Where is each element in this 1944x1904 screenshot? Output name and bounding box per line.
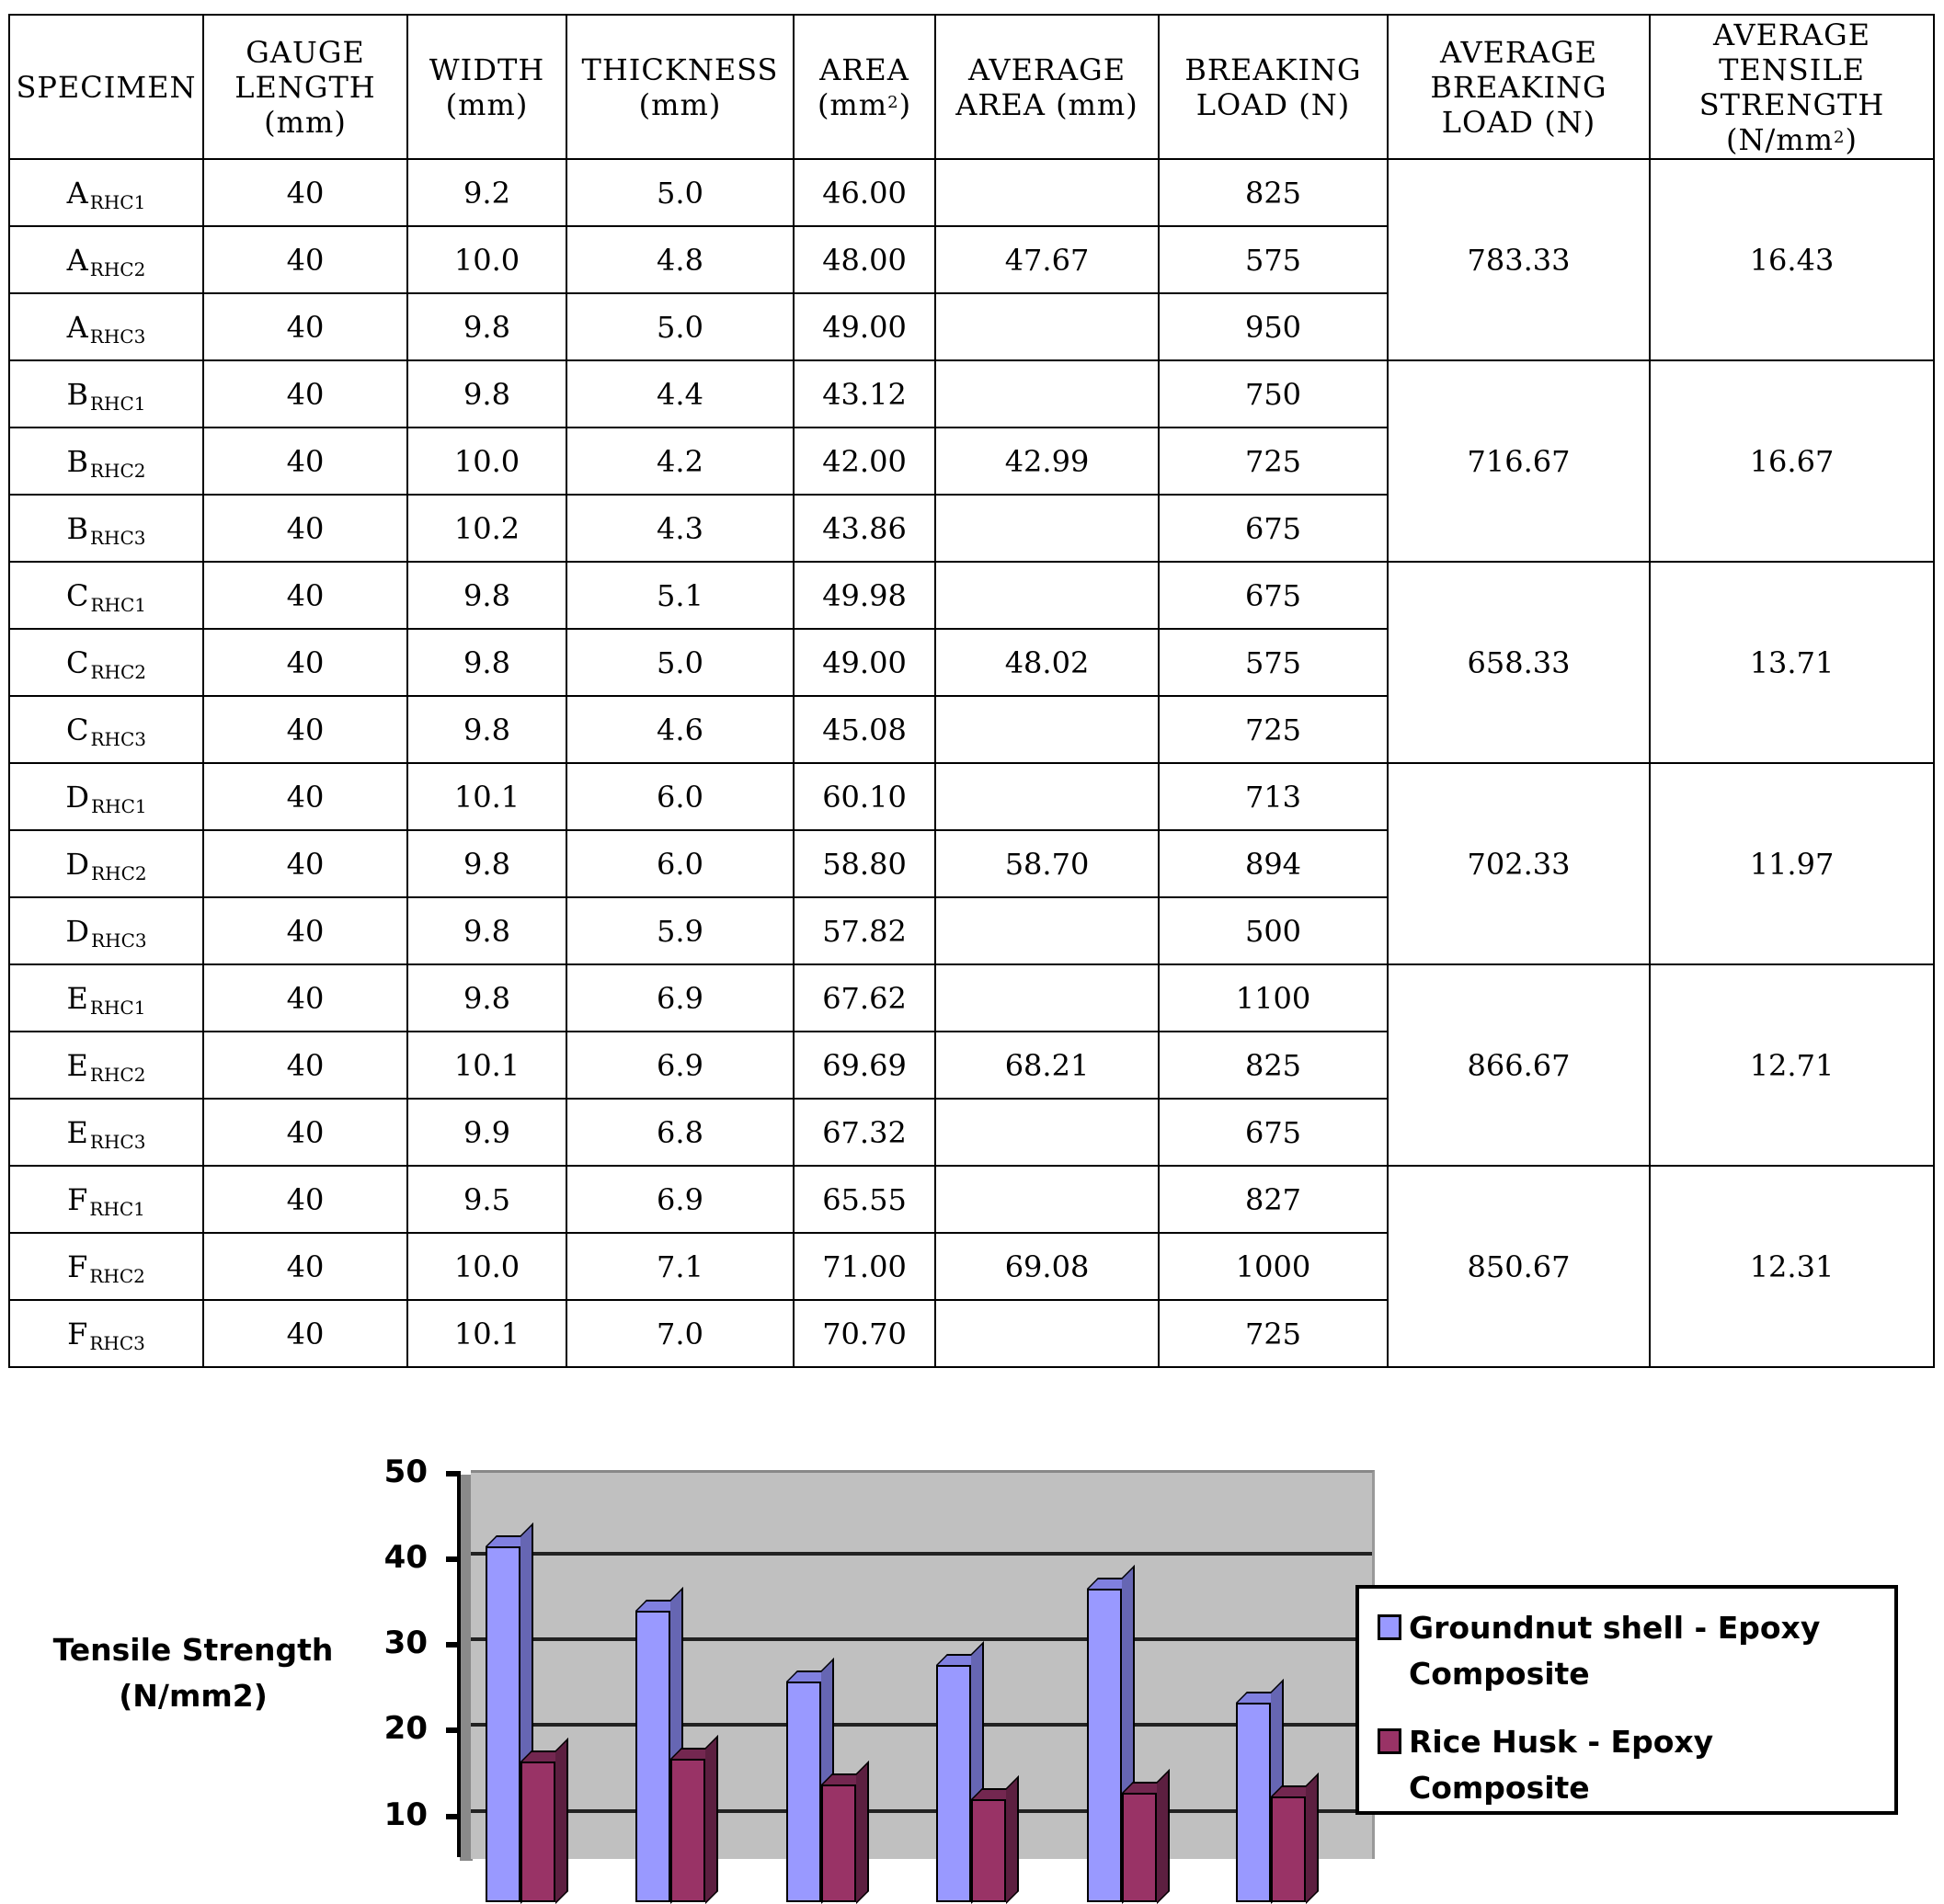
legend-label-line-2: Composite — [1409, 1656, 1590, 1692]
legend-label-line-1: Groundnut shell - Epoxy — [1409, 1610, 1821, 1646]
average-tensile-strength-cell: 12.31 — [1650, 1166, 1934, 1367]
width-cell: 9.2 — [407, 159, 566, 226]
breaking-load-cell: 575 — [1159, 629, 1388, 696]
bar-side-face — [856, 1761, 869, 1904]
specimen-cell — [9, 562, 203, 629]
width-cell: 9.8 — [407, 293, 566, 360]
breaking-load-cell: 1000 — [1159, 1233, 1388, 1300]
header-suffix: ) — [1845, 121, 1858, 157]
specimen-cell — [9, 1032, 203, 1099]
area-cell: 46.00 — [794, 159, 935, 226]
width-cell: 9.5 — [407, 1166, 566, 1233]
average-area-cell: 42.99 — [935, 428, 1159, 495]
breaking-load-cell: 827 — [1159, 1166, 1388, 1233]
gauge-length-cell: 40 — [203, 964, 407, 1032]
width-cell: 9.8 — [407, 629, 566, 696]
area-cell: 43.86 — [794, 495, 935, 562]
average-breaking-load-cell: 850.67 — [1388, 1166, 1650, 1367]
thickness-cell: 6.0 — [566, 763, 794, 830]
specimen-subscript: RHC1 — [89, 392, 146, 415]
specimen-letter: B — [66, 376, 88, 412]
width-cell: 9.8 — [407, 360, 566, 428]
width-cell: 9.9 — [407, 1099, 566, 1166]
y-axis-label-line-2: (N/mm2) — [119, 1678, 268, 1714]
area-cell: 69.69 — [794, 1032, 935, 1099]
header-text: (mm) — [445, 86, 529, 122]
area-cell: 42.00 — [794, 428, 935, 495]
thickness-cell: 5.0 — [566, 629, 794, 696]
specimen-subscript: RHC2 — [91, 861, 147, 884]
thickness-cell: 5.0 — [566, 159, 794, 226]
average-area-cell — [935, 1099, 1159, 1166]
column-header — [9, 15, 203, 159]
area-cell: 71.00 — [794, 1233, 935, 1300]
specimen-cell — [9, 964, 203, 1032]
table-row — [9, 1166, 1934, 1233]
y-tick-label: 40 — [383, 1538, 428, 1576]
specimen-letter: C — [65, 644, 89, 680]
specimen-cell — [9, 1300, 203, 1367]
width-cell: 9.8 — [407, 696, 566, 763]
breaking-load-cell: 725 — [1159, 1300, 1388, 1367]
thickness-cell: 4.2 — [566, 428, 794, 495]
header-text: AREA — [819, 51, 909, 87]
gauge-length-cell: 40 — [203, 1233, 407, 1300]
column-header — [566, 15, 794, 159]
average-breaking-load-cell: 716.67 — [1388, 360, 1650, 562]
specimen-letter: A — [66, 175, 88, 211]
y-tick-mark — [446, 1814, 459, 1819]
header-text: AVERAGE — [967, 51, 1126, 87]
specimen-letter: D — [65, 779, 90, 815]
area-cell: 45.08 — [794, 696, 935, 763]
bar-rice-husk — [670, 1759, 705, 1902]
average-area-cell — [935, 964, 1159, 1032]
area-cell: 67.62 — [794, 964, 935, 1032]
specimen-subscript: RHC1 — [89, 1197, 145, 1220]
y-tick-mark — [446, 1471, 459, 1476]
header-text: SPECIMEN — [16, 69, 197, 105]
specimen-subscript: RHC2 — [90, 660, 146, 683]
gridline — [471, 1637, 1372, 1641]
area-cell: 57.82 — [794, 897, 935, 964]
y-tick-mark — [446, 1556, 459, 1562]
breaking-load-cell: 675 — [1159, 495, 1388, 562]
specimen-letter: B — [66, 443, 88, 479]
area-cell: 70.70 — [794, 1300, 935, 1367]
breaking-load-cell: 713 — [1159, 763, 1388, 830]
average-area-cell: 48.02 — [935, 629, 1159, 696]
y-tick-mark — [446, 1642, 459, 1647]
average-area-cell — [935, 562, 1159, 629]
average-tensile-strength-cell: 13.71 — [1650, 562, 1934, 763]
specimen-subscript: RHC1 — [89, 190, 146, 213]
breaking-load-cell: 825 — [1159, 1032, 1388, 1099]
header-text: STRENGTH — [1698, 86, 1885, 122]
specimen-letter: C — [65, 712, 89, 747]
specimen-letter: F — [67, 1181, 88, 1217]
column-header — [1159, 15, 1388, 159]
area-cell: 43.12 — [794, 360, 935, 428]
header-superscript: 2 — [1834, 127, 1846, 147]
specimen-letter: D — [65, 913, 90, 949]
specimen-letter: E — [66, 1114, 88, 1150]
table-row — [9, 964, 1934, 1032]
specimen-subscript: RHC3 — [91, 929, 147, 952]
column-header — [794, 15, 935, 159]
gauge-length-cell: 40 — [203, 360, 407, 428]
specimen-cell — [9, 495, 203, 562]
specimen-cell — [9, 226, 203, 293]
thickness-cell: 7.1 — [566, 1233, 794, 1300]
area-cell: 67.32 — [794, 1099, 935, 1166]
gauge-length-cell: 40 — [203, 226, 407, 293]
gauge-length-cell: 40 — [203, 897, 407, 964]
tensile-strength-chart — [0, 1379, 1944, 1850]
area-cell: 48.00 — [794, 226, 935, 293]
bar-rice-husk — [520, 1761, 555, 1902]
thickness-cell: 5.9 — [566, 897, 794, 964]
area-cell: 49.00 — [794, 629, 935, 696]
y-axis-label-line-1: Tensile Strength — [52, 1632, 334, 1668]
y-tick-label: 20 — [383, 1710, 428, 1748]
average-breaking-load-cell: 658.33 — [1388, 562, 1650, 763]
thickness-cell: 4.6 — [566, 696, 794, 763]
area-cell: 49.00 — [794, 293, 935, 360]
bar-groundnut — [936, 1665, 971, 1902]
header-text: AVERAGE — [1712, 17, 1871, 52]
specimen-subscript: RHC3 — [89, 526, 146, 549]
bar-side-face — [1157, 1769, 1170, 1904]
breaking-load-cell: 950 — [1159, 293, 1388, 360]
specimen-subscript: RHC3 — [90, 727, 146, 750]
table-header-row — [9, 15, 1934, 159]
thickness-cell: 6.8 — [566, 1099, 794, 1166]
area-cell: 58.80 — [794, 830, 935, 897]
column-header — [407, 15, 566, 159]
bar-side-face — [555, 1738, 568, 1904]
thickness-cell: 6.9 — [566, 1032, 794, 1099]
header-text: LENGTH — [234, 69, 376, 105]
gauge-length-cell: 40 — [203, 696, 407, 763]
bar-groundnut — [1087, 1589, 1122, 1902]
width-cell: 10.1 — [407, 1300, 566, 1367]
gauge-length-cell: 40 — [203, 763, 407, 830]
gauge-length-cell: 40 — [203, 159, 407, 226]
width-cell: 9.8 — [407, 964, 566, 1032]
specimen-subscript: RHC3 — [89, 325, 146, 348]
breaking-load-cell: 725 — [1159, 428, 1388, 495]
specimen-letter: A — [66, 309, 88, 345]
breaking-load-cell: 575 — [1159, 226, 1388, 293]
thickness-cell: 5.0 — [566, 293, 794, 360]
specimen-cell — [9, 1166, 203, 1233]
specimen-subscript: RHC2 — [89, 459, 146, 482]
specimen-subscript: RHC3 — [89, 1331, 145, 1354]
header-suffix: ) — [898, 86, 912, 122]
breaking-load-cell: 894 — [1159, 830, 1388, 897]
specimen-subscript: RHC1 — [90, 593, 146, 616]
area-cell: 49.98 — [794, 562, 935, 629]
area-cell: 60.10 — [794, 763, 935, 830]
gauge-length-cell: 40 — [203, 495, 407, 562]
thickness-cell: 7.0 — [566, 1300, 794, 1367]
thickness-cell: 6.0 — [566, 830, 794, 897]
legend-swatch-blue-icon — [1378, 1614, 1401, 1640]
bar-side-face — [705, 1735, 718, 1904]
header-text: BREAKING — [1184, 51, 1362, 87]
thickness-cell: 4.3 — [566, 495, 794, 562]
average-area-cell: 68.21 — [935, 1032, 1159, 1099]
table-row — [9, 159, 1934, 226]
header-text: BREAKING — [1430, 69, 1607, 105]
bar-rice-husk — [971, 1799, 1006, 1902]
average-area-cell: 69.08 — [935, 1233, 1159, 1300]
gauge-length-cell: 40 — [203, 1099, 407, 1166]
gauge-length-cell: 40 — [203, 830, 407, 897]
y-tick-label: 30 — [383, 1625, 428, 1662]
breaking-load-cell: 675 — [1159, 562, 1388, 629]
specimen-letter: C — [65, 577, 89, 613]
average-breaking-load-cell: 783.33 — [1388, 159, 1650, 360]
thickness-cell: 6.9 — [566, 1166, 794, 1233]
bar-groundnut — [786, 1682, 821, 1902]
average-breaking-load-cell: 702.33 — [1388, 763, 1650, 964]
bar-side-face — [1006, 1775, 1019, 1904]
breaking-load-cell: 675 — [1159, 1099, 1388, 1166]
width-cell: 10.0 — [407, 226, 566, 293]
specimen-subscript: RHC2 — [89, 1264, 145, 1287]
gauge-length-cell: 40 — [203, 562, 407, 629]
specimen-cell — [9, 360, 203, 428]
y-tick-mark — [446, 1727, 459, 1733]
bar-rice-husk — [1122, 1793, 1157, 1902]
specimen-subscript: RHC1 — [89, 996, 146, 1019]
average-area-cell — [935, 1300, 1159, 1367]
average-area-cell: 58.70 — [935, 830, 1159, 897]
gauge-length-cell: 40 — [203, 1166, 407, 1233]
specimen-letter: E — [66, 980, 88, 1016]
average-area-cell — [935, 293, 1159, 360]
bar-groundnut — [486, 1546, 520, 1902]
average-area-cell — [935, 1166, 1159, 1233]
average-tensile-strength-cell: 16.43 — [1650, 159, 1934, 360]
breaking-load-cell: 825 — [1159, 159, 1388, 226]
legend-label-groundnut — [1409, 1605, 1887, 1697]
specimen-letter: D — [65, 846, 90, 882]
gauge-length-cell: 40 — [203, 629, 407, 696]
bar-groundnut — [635, 1611, 670, 1902]
average-tensile-strength-cell: 11.97 — [1650, 763, 1934, 964]
specimen-cell — [9, 1233, 203, 1300]
area-cell: 65.55 — [794, 1166, 935, 1233]
table-row — [9, 562, 1934, 629]
header-superscript: 2 — [887, 92, 899, 112]
specimen-subscript: RHC3 — [89, 1130, 146, 1153]
width-cell: 9.8 — [407, 562, 566, 629]
specimen-cell — [9, 629, 203, 696]
specimen-letter: F — [67, 1316, 88, 1351]
breaking-load-cell: 1100 — [1159, 964, 1388, 1032]
gauge-length-cell: 40 — [203, 428, 407, 495]
header-text: (mm) — [638, 86, 722, 122]
specimen-letter: F — [67, 1248, 88, 1284]
breaking-load-cell: 750 — [1159, 360, 1388, 428]
breaking-load-cell: 500 — [1159, 897, 1388, 964]
width-cell: 10.0 — [407, 1233, 566, 1300]
header-text: TENSILE — [1719, 51, 1865, 87]
average-area-cell: 47.67 — [935, 226, 1159, 293]
header-text: WIDTH — [429, 51, 545, 87]
header-text: LOAD (N) — [1195, 86, 1351, 122]
gauge-length-cell: 40 — [203, 1032, 407, 1099]
specimen-cell — [9, 830, 203, 897]
gauge-length-cell: 40 — [203, 1300, 407, 1367]
average-area-cell — [935, 495, 1159, 562]
column-header — [935, 15, 1159, 159]
specimen-cell — [9, 763, 203, 830]
column-header — [203, 15, 407, 159]
average-tensile-strength-cell: 12.71 — [1650, 964, 1934, 1166]
average-area-cell — [935, 696, 1159, 763]
legend-item-groundnut — [1378, 1605, 1887, 1697]
header-text: LOAD (N) — [1441, 104, 1596, 140]
width-cell: 10.2 — [407, 495, 566, 562]
legend-swatch-maroon-icon — [1378, 1728, 1401, 1754]
specimen-cell — [9, 293, 203, 360]
specimen-cell — [9, 428, 203, 495]
gridline — [471, 1552, 1372, 1556]
average-area-cell — [935, 159, 1159, 226]
thickness-cell: 6.9 — [566, 964, 794, 1032]
specimen-cell — [9, 1099, 203, 1166]
thickness-cell: 5.1 — [566, 562, 794, 629]
header-text: THICKNESS — [581, 51, 779, 87]
bar-side-face — [1306, 1773, 1319, 1904]
average-area-cell — [935, 360, 1159, 428]
specimen-letter: B — [66, 510, 88, 546]
legend-item-rice-husk — [1378, 1719, 1887, 1811]
specimen-cell — [9, 159, 203, 226]
table-row — [9, 360, 1934, 428]
bar-groundnut — [1236, 1703, 1271, 1902]
average-tensile-strength-cell: 16.67 — [1650, 360, 1934, 562]
breaking-load-cell: 725 — [1159, 696, 1388, 763]
specimen-subscript: RHC1 — [91, 794, 147, 817]
column-header — [1650, 15, 1934, 159]
bar-rice-husk — [821, 1784, 856, 1902]
header-text: (mm) — [264, 104, 347, 140]
specimen-letter: A — [66, 242, 88, 278]
table-body — [9, 159, 1934, 1367]
gauge-length-cell: 40 — [203, 293, 407, 360]
header-text: AVERAGE — [1439, 34, 1598, 70]
header-text: (N/mm — [1726, 121, 1834, 157]
width-cell: 9.8 — [407, 897, 566, 964]
thickness-cell: 4.4 — [566, 360, 794, 428]
average-area-cell — [935, 763, 1159, 830]
width-cell: 10.1 — [407, 1032, 566, 1099]
chart-legend — [1355, 1585, 1898, 1815]
header-text: (mm — [817, 86, 888, 122]
y-axis-line — [457, 1471, 461, 1857]
average-area-cell — [935, 897, 1159, 964]
header-text: GAUGE — [246, 34, 365, 70]
legend-label-rice-husk: Rice Husk - Epoxy Composite — [1409, 1724, 1714, 1806]
width-cell: 10.1 — [407, 763, 566, 830]
thickness-cell: 4.8 — [566, 226, 794, 293]
specimen-letter: E — [66, 1047, 88, 1083]
width-cell: 10.0 — [407, 428, 566, 495]
width-cell: 9.8 — [407, 830, 566, 897]
header-text: AREA (mm) — [955, 86, 1138, 122]
y-axis-label — [37, 1627, 349, 1719]
column-header — [1388, 15, 1650, 159]
specimen-cell — [9, 696, 203, 763]
y-tick-label: 10 — [383, 1796, 428, 1833]
specimen-subscript: RHC2 — [89, 1063, 146, 1086]
average-breaking-load-cell: 866.67 — [1388, 964, 1650, 1166]
tensile-test-table — [8, 14, 1935, 1368]
specimen-subscript: RHC2 — [89, 257, 146, 280]
specimen-cell — [9, 897, 203, 964]
table-row — [9, 763, 1934, 830]
y-tick-label: 50 — [383, 1453, 428, 1490]
